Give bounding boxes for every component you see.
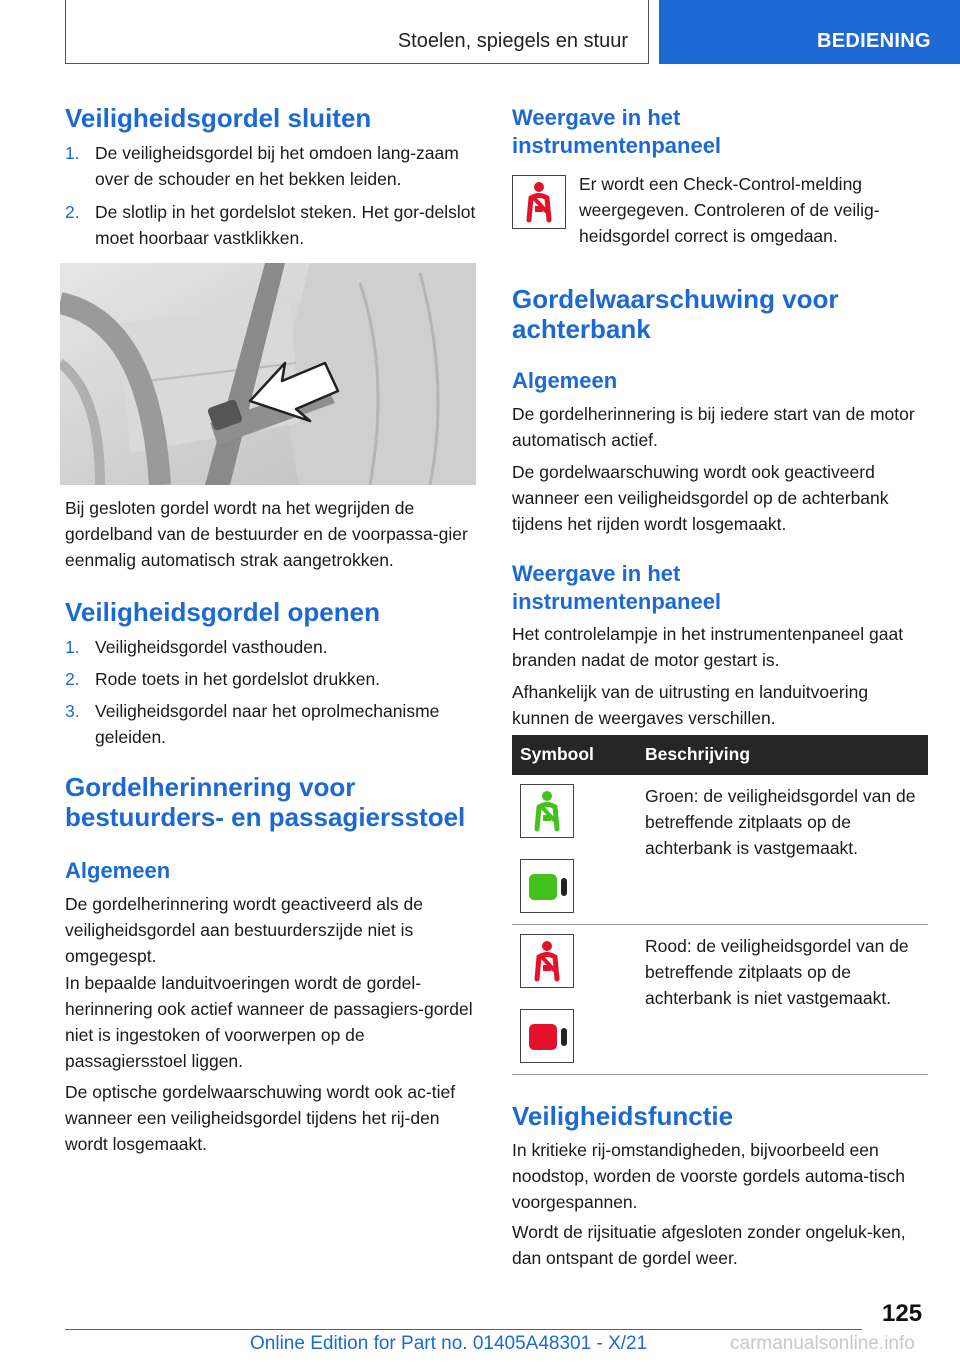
heading-algemeen: Algemeen	[512, 368, 618, 393]
paragraph: De gordelherinnering wordt geactiveerd als de veiligheidsgordel aan bestuurderszijde niet is omgegespt.	[65, 894, 423, 966]
heading-herinnering: Gordelherinnering voor bestuurders- en passagiersstoel	[65, 772, 466, 832]
step-text: De veiligheidsgordel bij het omdoen lang-zaam over de schouder en het bekken leiden.	[95, 143, 459, 189]
list-item	[65, 666, 480, 692]
list-item	[65, 199, 480, 251]
row-description: Rood: de veiligheidsgordel van de betreffende zitplaats op de achterbank is niet vastgemaakt.	[645, 936, 909, 1008]
chapter-tab[interactable]: BEDIENING	[659, 0, 960, 64]
header-section-box	[65, 0, 649, 64]
table-header	[512, 735, 928, 775]
column-header: Beschrijving	[645, 744, 751, 764]
seatbelt-red-icon	[520, 934, 574, 988]
seatbelt-green-icon	[520, 784, 574, 838]
seatbelt-illustration	[60, 263, 476, 485]
heading-weergave: Weergave in het instrumentenpaneel	[512, 561, 722, 614]
step-number: 2.	[65, 669, 80, 689]
seat-green-icon	[520, 859, 574, 913]
seatbelt-warning-icon	[512, 175, 566, 229]
step-number: 2.	[65, 202, 80, 222]
list-item	[65, 140, 480, 192]
heading-functie: Veiligheidsfunctie	[512, 1101, 734, 1131]
paragraph: Bij gesloten gordel wordt na het wegrijden de gordelband van de bestuurder en de voorpassa-gier eenmalig automatisch strak aangetrokken.	[65, 498, 468, 570]
seatbelt-buckle-photo	[60, 263, 476, 485]
row-description: Groen: de veiligheidsgordel van de betreffende zitplaats op de achterbank is vastgemaakt.	[645, 786, 916, 858]
paragraph: De gordelwaarschuwing wordt ook geactiveerd wanneer een veiligheidsgordel op de achterbank tijdens het rijden wordt losgemaakt.	[512, 462, 889, 534]
footer-edition: Online Edition for Part no. 01405A48301 - X/21	[250, 1333, 648, 1354]
paragraph: De optische gordelwaarschuwing wordt ook ac-tief wanneer een veiligheidsgordel tijdens het rij-den wordt losgemaakt.	[65, 1082, 456, 1154]
list-item	[65, 634, 480, 660]
list-item	[65, 698, 480, 750]
page-number: 125	[882, 1300, 923, 1327]
step-text: Veiligheidsgordel naar het oprolmechanisme geleiden.	[95, 701, 440, 747]
paragraph: In bepaalde landuitvoeringen wordt de gordel-herinnering ook actief wanneer de passagiers-gordel niet is ingestoken of voorwerpen op de passagiersstoel liggen.	[65, 973, 473, 1071]
watermark: carmanualsonline.info	[730, 1333, 915, 1354]
step-number: 1.	[65, 143, 80, 163]
step-text: Rode toets in het gordelslot drukken.	[95, 669, 381, 689]
heading-openen: Veiligheidsgordel openen	[65, 597, 380, 627]
heading-achterbank: Gordelwaarschuwing voor achterbank	[512, 284, 839, 344]
paragraph: Afhankelijk van de uitrusting en landuitvoering kunnen de weergaves verschillen.	[512, 682, 869, 728]
paragraph: In kritieke rij-omstandigheden, bijvoorbeeld een noodstop, worden de voorste gordels automa-tisch voorgespannen.	[512, 1140, 906, 1212]
step-number: 1.	[65, 637, 80, 657]
footer-divider	[65, 1329, 862, 1330]
heading-algemeen: Algemeen	[65, 858, 171, 883]
paragraph: Wordt de rijsituatie afgesloten zonder ongeluk-ken, dan ontspant de gordel weer.	[512, 1222, 906, 1268]
step-text: Veiligheidsgordel vasthouden.	[95, 637, 328, 657]
step-number: 3.	[65, 701, 80, 721]
seat-red-icon	[520, 1009, 574, 1063]
table-divider	[512, 1074, 928, 1075]
column-header: Symbool	[520, 744, 594, 764]
table-divider	[512, 924, 928, 925]
paragraph: Het controlelampje in het instrumentenpaneel gaat branden nadat de motor gestart is.	[512, 624, 904, 670]
paragraph: De gordelherinnering is bij iedere start van de motor automatisch actief.	[512, 404, 915, 450]
heading-weergave: Weergave in het instrumentenpaneel	[512, 105, 722, 158]
heading-sluiten: Veiligheidsgordel sluiten	[65, 103, 372, 133]
step-text: De slotlip in het gordelslot steken. Het gor-delslot moet hoorbaar vastklikken.	[95, 202, 476, 248]
section-title: Stoelen, spiegels en stuur	[397, 30, 628, 52]
paragraph: Er wordt een Check-Control-melding weergegeven. Controleren of de veilig-heidsgordel correct is omgedaan.	[579, 174, 880, 246]
